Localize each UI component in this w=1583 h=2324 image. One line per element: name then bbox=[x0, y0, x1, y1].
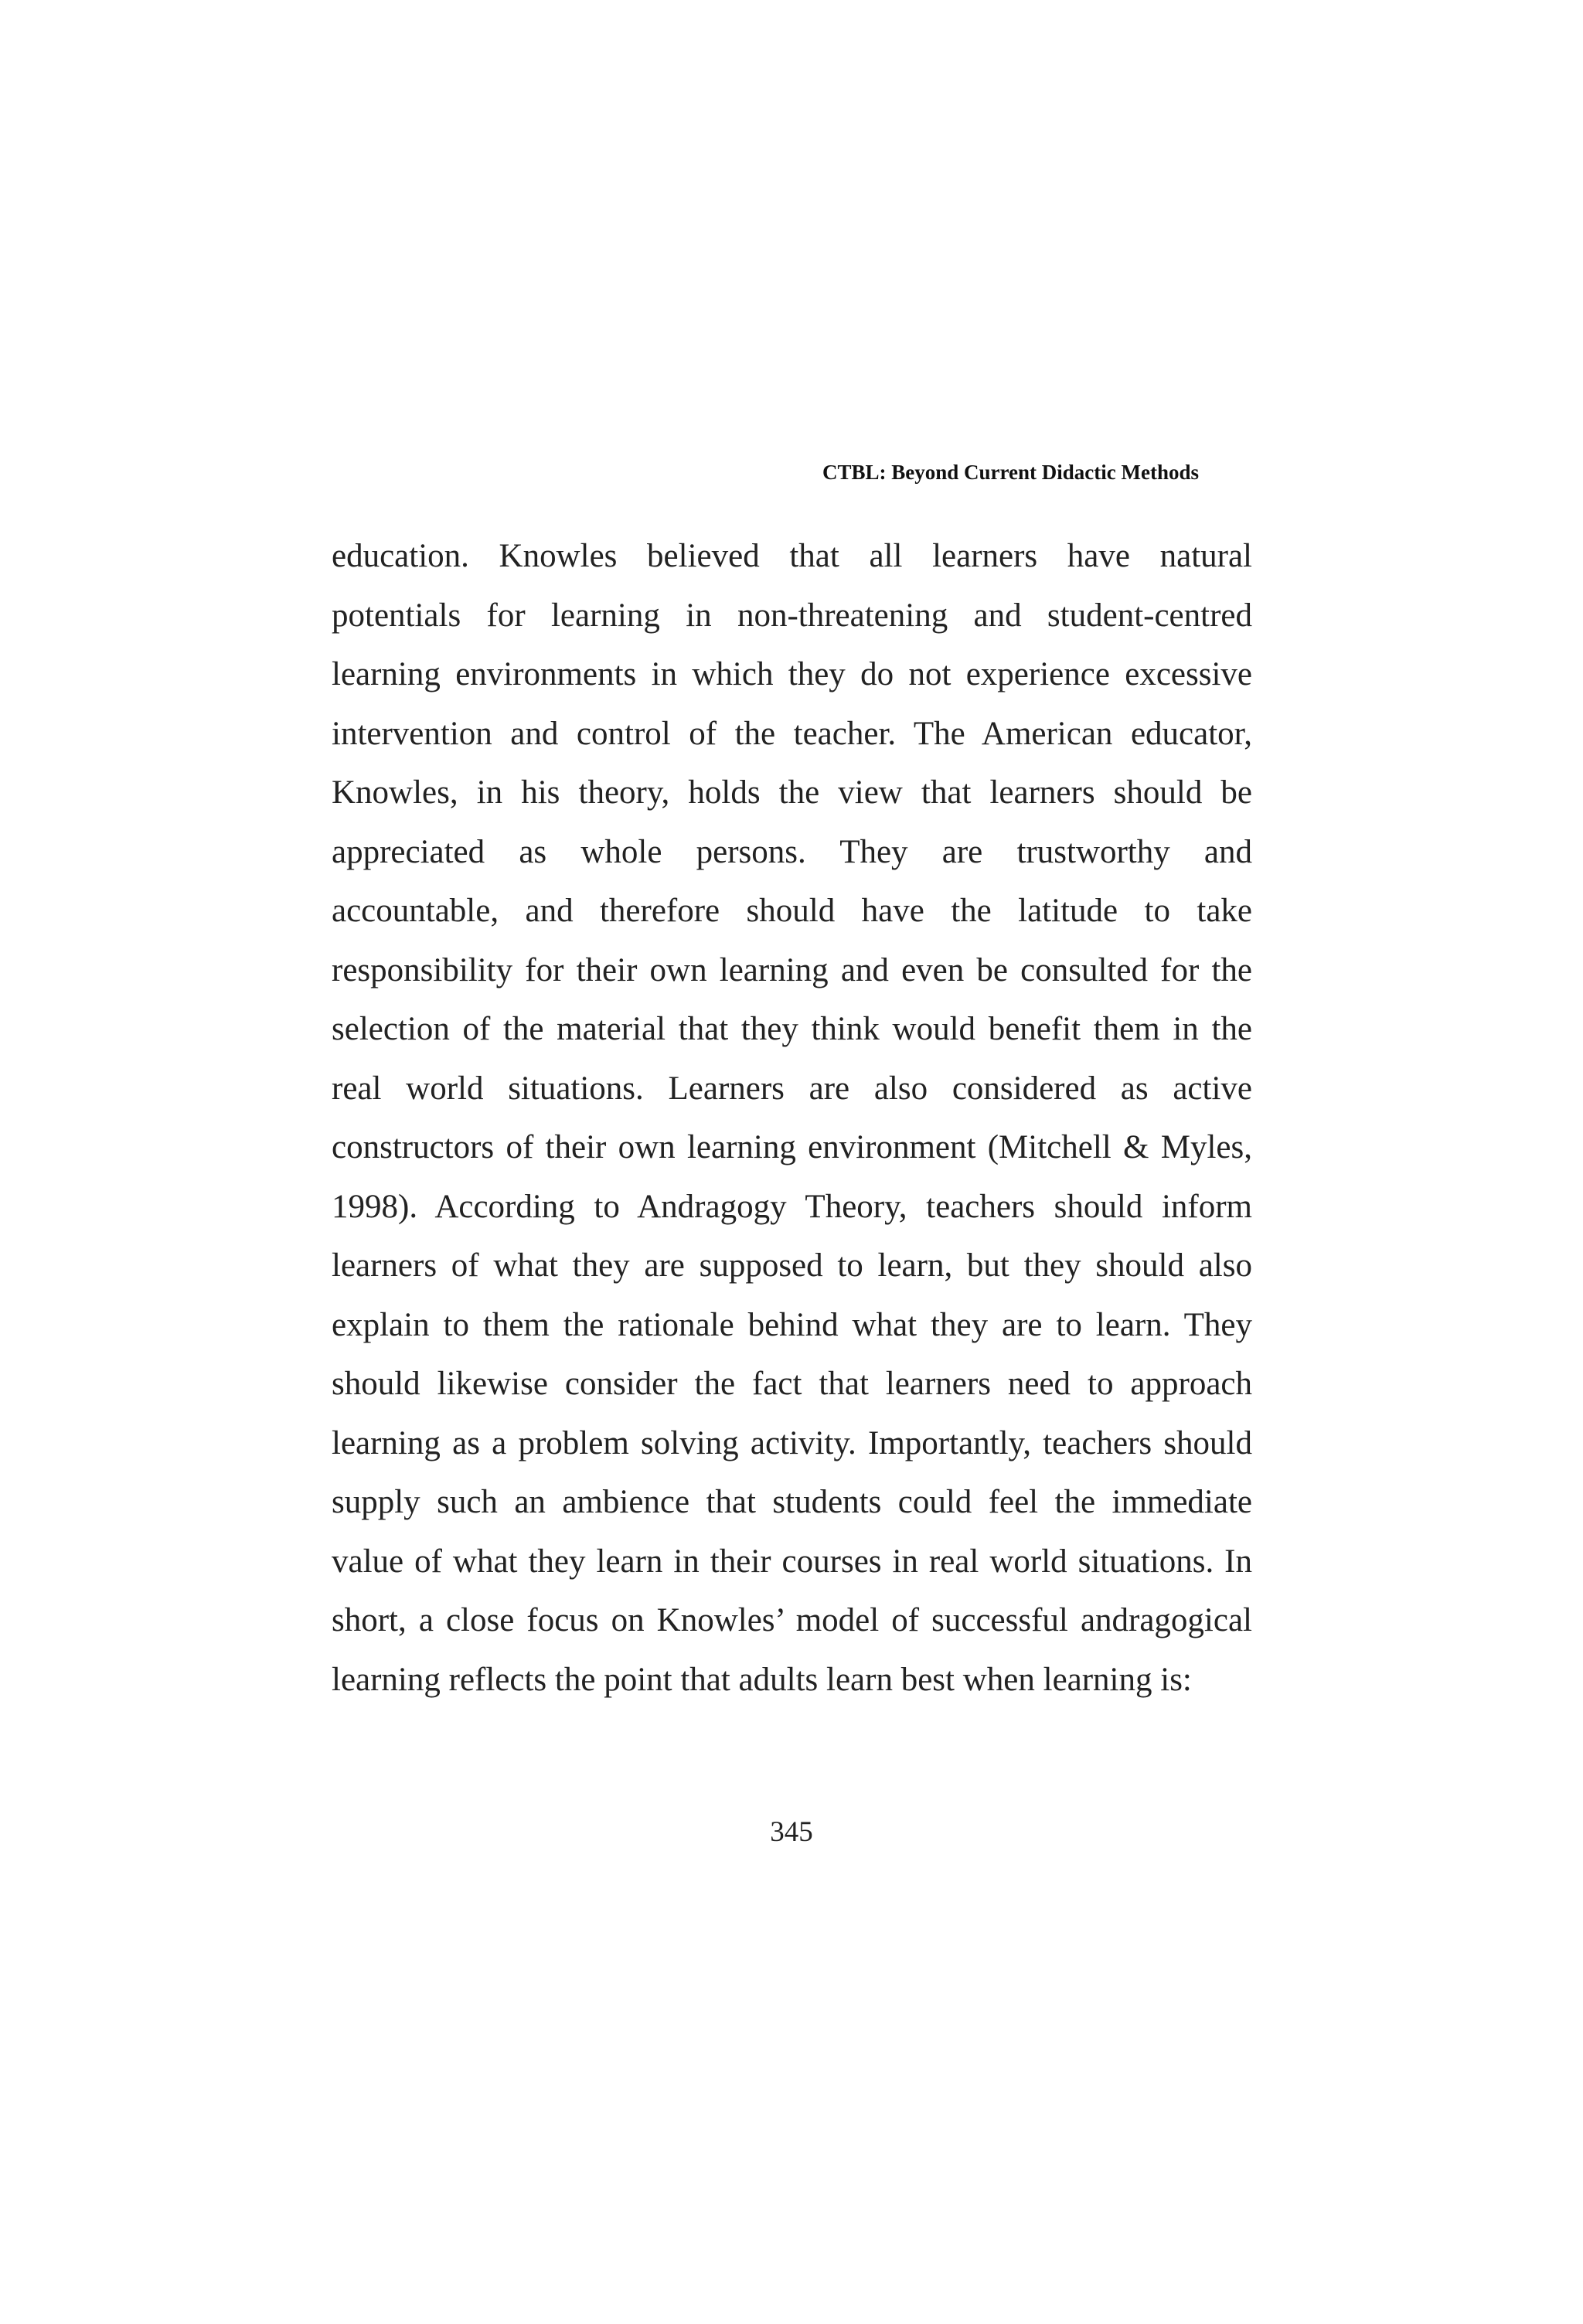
text-line: learning environments in which they do not experience excessive bbox=[332, 656, 1252, 692]
text-line: supply such an ambience that students could feel the immediate bbox=[332, 1484, 1252, 1520]
text-line: short, a close focus on Knowles’ model of successful andragogical bbox=[332, 1602, 1252, 1638]
text-line: potentials for learning in non-threatening and student-centred bbox=[332, 597, 1252, 634]
text-line: explain to them the rationale behind what they are to learn. They bbox=[332, 1306, 1252, 1343]
text-line: learning reflects the point that adults learn best when learning is: bbox=[332, 1661, 1192, 1698]
text-line: value of what they learn in their courses in real world situations. In bbox=[332, 1543, 1252, 1580]
body-paragraph bbox=[332, 527, 1252, 1710]
text-line: learning as a problem solving activity. Importantly, teachers should bbox=[332, 1424, 1252, 1461]
text-line: responsibility for their own learning and even be consulted for the bbox=[332, 951, 1252, 988]
text-line: appreciated as whole persons. They are trustworthy and bbox=[332, 833, 1252, 870]
running-header: CTBL: Beyond Current Didactic Methods bbox=[822, 461, 1199, 484]
text-line: selection of the material that they think would benefit them in the bbox=[332, 1011, 1252, 1047]
text-line: accountable, and therefore should have the latitude to take bbox=[332, 893, 1252, 929]
page-number: 345 bbox=[770, 1816, 813, 1848]
text-line: real world situations. Learners are also considered as active bbox=[332, 1070, 1252, 1107]
text-line: constructors of their own learning environment (Mitchell & Myles, bbox=[332, 1129, 1252, 1165]
text-line: should likewise consider the fact that learners need to approach bbox=[332, 1366, 1252, 1402]
text-line: learners of what they are supposed to learn, but they should also bbox=[332, 1247, 1252, 1284]
text-line: 1998). According to Andragogy Theory, teachers should inform bbox=[332, 1188, 1252, 1225]
text-line: intervention and control of the teacher. The American educator, bbox=[332, 715, 1252, 752]
text-line: Knowles, in his theory, holds the view that learners should be bbox=[332, 774, 1252, 811]
text-line: education. Knowles believed that all learners have natural bbox=[332, 538, 1252, 574]
